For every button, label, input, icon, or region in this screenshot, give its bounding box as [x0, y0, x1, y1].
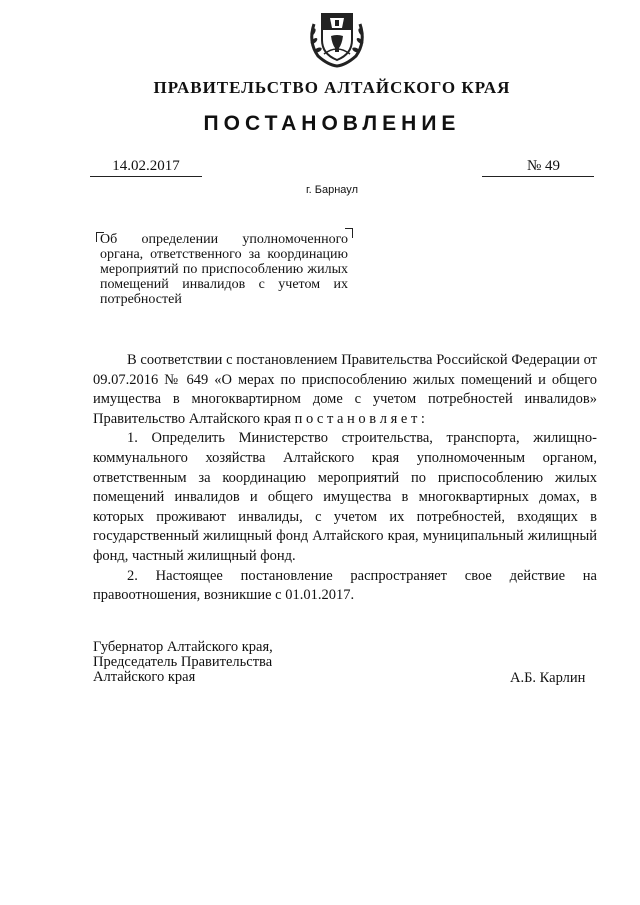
document-number: № 49 — [482, 158, 594, 177]
document-date: 14.02.2017 — [90, 158, 202, 177]
document-type-title: ПОСТАНОВЛЕНИЕ — [203, 112, 461, 135]
document-city: г. Барнаул — [306, 184, 358, 196]
item-2-paragraph: 2. Настоящее постановление распространяет свое действие на правоотношения, возникшие с 01.01.2017. — [93, 567, 597, 604]
document-subject: Об определении уполномоченного органа, ответственного за координацию мероприятий по приспособлению жилых помещений инвалидов с учетом их потребностей — [100, 232, 348, 307]
item-1-paragraph: 1. Определить Министерство строительства, транспорта, жилищно-коммунального хозяйства Алтайского края уполномоченным органом, ответственным за координацию мероприятий по приспособлению жилых помещений инвалидов и общего имущества в многоквартирных домах, в которых проживают инвалиды, с учетом их потребностей, входящих в государственный жилищный фонд Алтайского края, муниципальный жилищный фонд, частный жилищный фонд. — [93, 430, 597, 564]
signatory-title — [93, 640, 273, 685]
preamble-paragraph: В соответствии с постановлением Правительства Российской Федерации от 09.07.2016 № 649 «О мерах по приспособлению жилых помещений и общего имущества в многоквартирном доме с учетом потребностей инвалидов» Правительство Алтайского края п о с т а н о в л я е т : — [93, 352, 597, 427]
signatory-title-line: Губернатор Алтайского края, — [93, 639, 273, 655]
signatory-title-line: Алтайского края — [93, 669, 196, 685]
coat-of-arms-icon — [304, 6, 370, 68]
signatory-title-line: Председатель Правительства — [93, 654, 273, 670]
government-name: ПРАВИТЕЛЬСТВО АЛТАЙСКОГО КРАЯ — [153, 78, 511, 97]
document-body — [93, 351, 597, 606]
signatory-name: А.Б. Карлин — [510, 670, 586, 686]
